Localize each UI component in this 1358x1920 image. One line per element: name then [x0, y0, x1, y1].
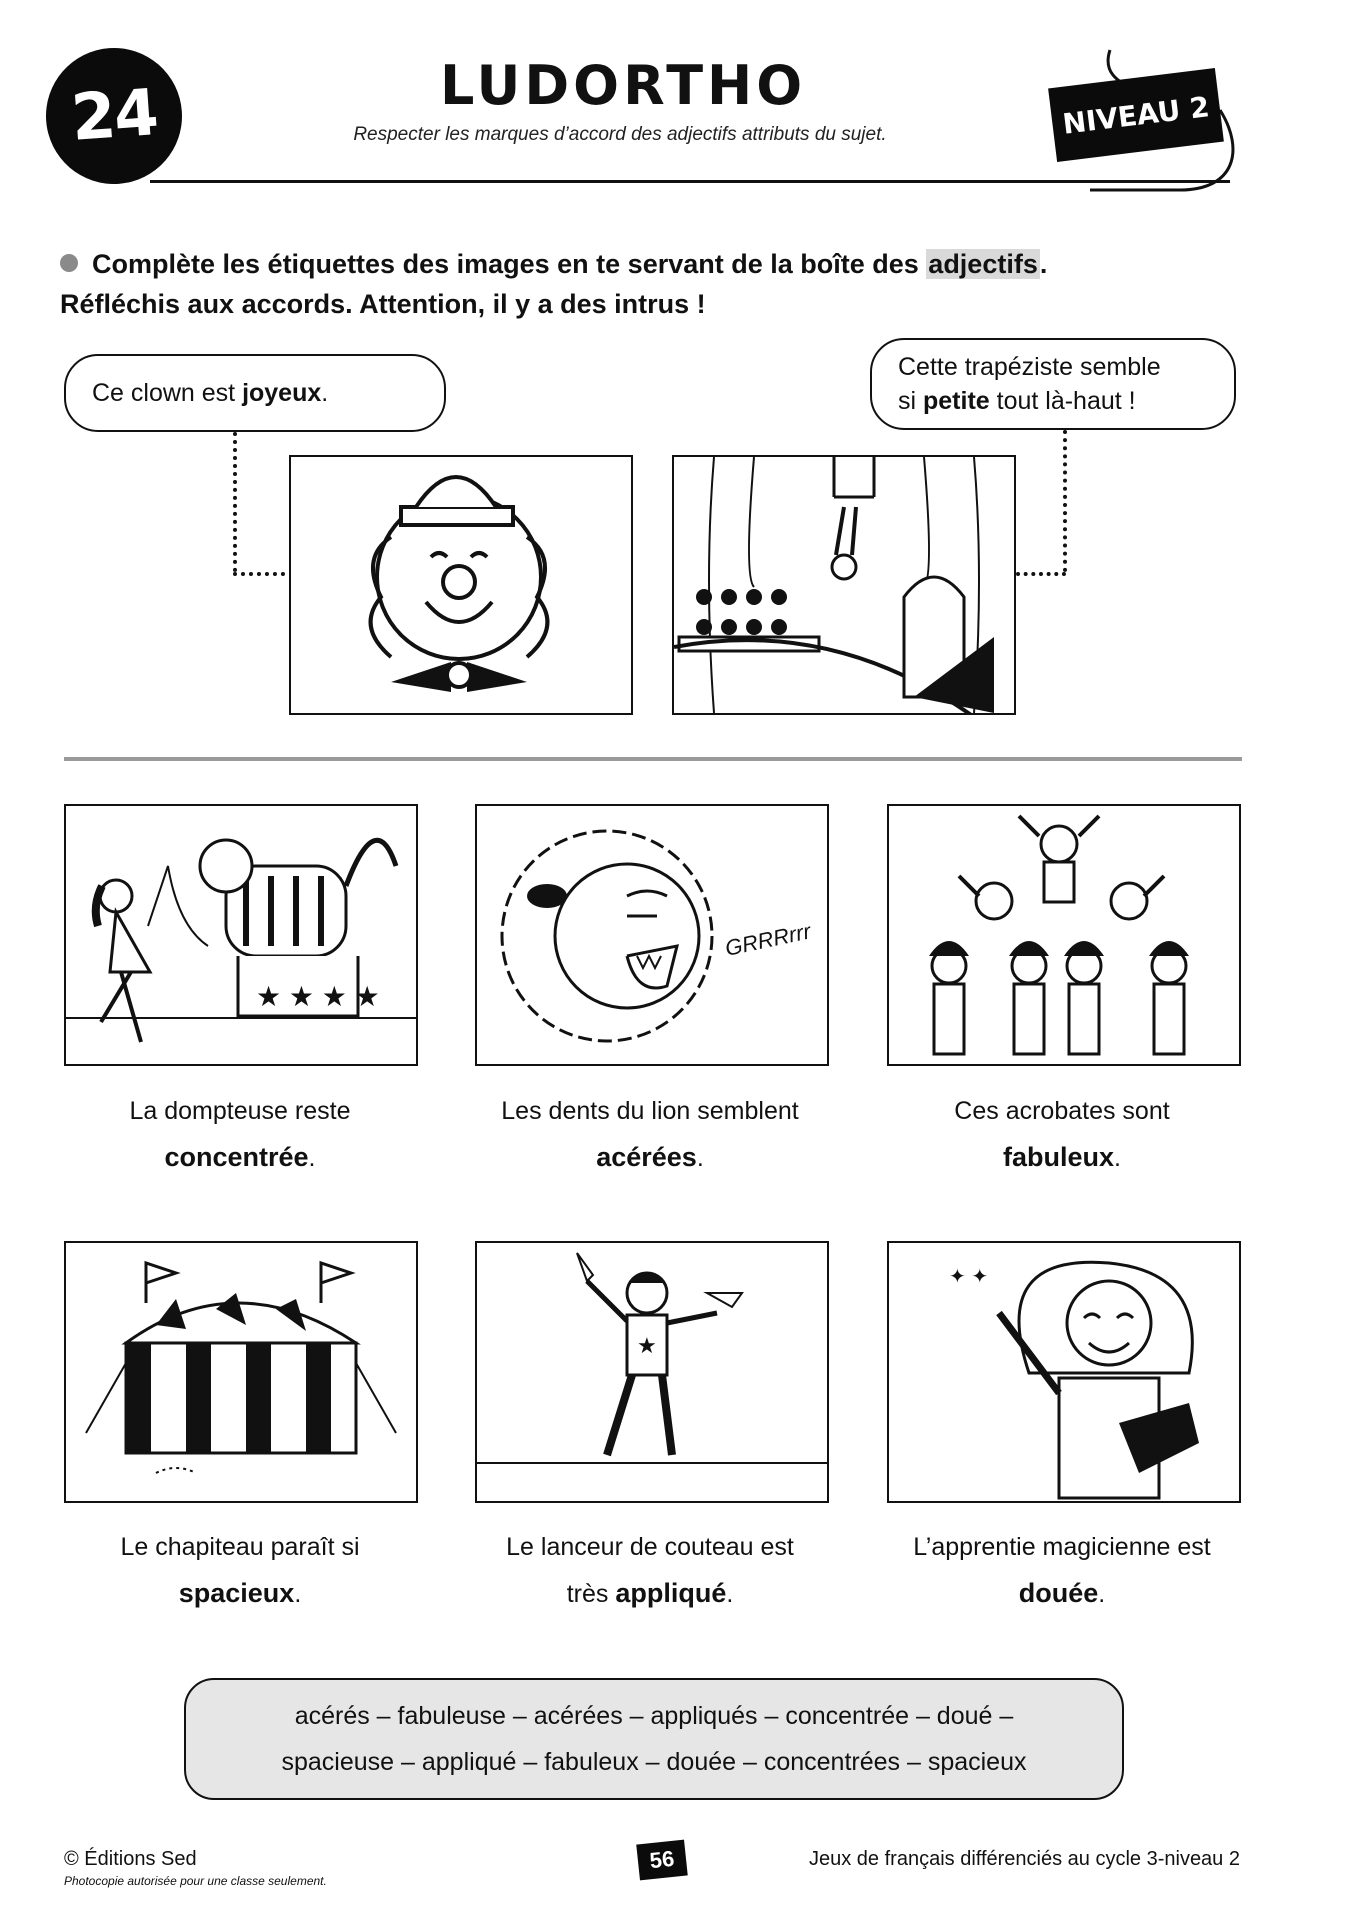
caption-answer: concentrée [164, 1142, 309, 1172]
caption-period: . [696, 1144, 704, 1172]
example-period: . [321, 379, 329, 407]
level-label: NIVEAU 2 [1060, 89, 1212, 141]
svg-text:★: ★ [637, 1333, 657, 1358]
dotted-connector [1063, 430, 1067, 572]
tamer-tiger-icon [66, 806, 416, 1064]
example-text: si [898, 387, 923, 415]
caption-text: Ces acrobates sont [954, 1097, 1170, 1125]
circus-tent-icon [66, 1243, 416, 1501]
caption-answer: acérées [596, 1142, 697, 1172]
footer-book-title: Jeux de français différenciés au cycle 3-niveau 2 [809, 1848, 1240, 1870]
clown-picture [289, 455, 633, 715]
footer-publisher: © Éditions Sed [64, 1848, 197, 1870]
example-text: Ce clown est [92, 379, 243, 407]
caption-answer: spacieux [178, 1578, 295, 1608]
caption-answer: fabuleux [1003, 1142, 1115, 1172]
caption-period: . [308, 1144, 316, 1172]
page-subtitle: Respecter les marques d’accord des adjectifs attributs du sujet. [353, 124, 887, 145]
instruction-line1: Complète les étiquettes des images en te servant de la boîte des [92, 249, 927, 279]
caption-period: . [1098, 1580, 1106, 1608]
trapeze-icon [674, 457, 1014, 713]
instructions [60, 244, 1260, 324]
caption-period: . [294, 1580, 302, 1608]
acrobats-picture [887, 804, 1241, 1066]
example-bubble-trapeze [870, 338, 1236, 430]
dotted-connector [233, 572, 285, 576]
clown-icon [291, 457, 631, 713]
example-answer: petite [923, 387, 990, 415]
caption-prefix: très [566, 1580, 616, 1608]
page-number-badge [636, 1840, 688, 1881]
caption-period: . [726, 1580, 734, 1608]
knife-thrower-icon [477, 1243, 827, 1501]
tamer-picture [64, 804, 418, 1066]
caption-knife-thrower [470, 1524, 830, 1617]
example-answer: joyeux [242, 379, 322, 407]
footer-note: Photocopie autorisée pour une classe seulement. [64, 1874, 327, 1888]
big-top-picture [64, 1241, 418, 1503]
svg-text:✦ ✦: ✦ ✦ [949, 1266, 989, 1288]
caption-text: Le lanceur de couteau est [506, 1533, 794, 1561]
page-title: LUDORTHO [440, 54, 807, 117]
lion-picture [475, 804, 829, 1066]
magician-icon [889, 1243, 1239, 1501]
caption-text: Le chapiteau paraît si [120, 1533, 360, 1561]
sheet-number-badge [41, 43, 186, 188]
adjective-word-box [184, 1678, 1124, 1800]
caption-magician [882, 1524, 1242, 1617]
caption-text: L’apprentie magicienne est [913, 1533, 1211, 1561]
section-divider [64, 757, 1242, 761]
caption-tamer [60, 1088, 420, 1181]
caption-answer: douée [1018, 1578, 1099, 1608]
caption-big-top [60, 1524, 420, 1617]
sheet-number: 24 [68, 76, 160, 156]
caption-lion [470, 1088, 830, 1181]
caption-text: La dompteuse reste [129, 1097, 351, 1125]
caption-text: Les dents du lion semblent [501, 1097, 799, 1125]
dotted-connector [1016, 572, 1066, 576]
bullet-icon [60, 254, 78, 272]
instruction-line2: Réfléchis aux accords. Attention, il y a des intrus ! [60, 289, 706, 319]
example-text: Cette trapéziste semble [898, 353, 1161, 381]
instruction-highlight: adjectifs [928, 249, 1038, 279]
knife-thrower-picture [475, 1241, 829, 1503]
caption-period: . [1114, 1144, 1121, 1172]
page-number: 56 [648, 1845, 676, 1874]
caption-answer: appliqué [615, 1578, 727, 1608]
example-bubble-clown [64, 354, 446, 432]
lion-sound-text: GRRRrrr [722, 918, 813, 961]
svg-text:★ ★ ★ ★: ★ ★ ★ ★ [256, 981, 380, 1012]
dotted-connector [233, 432, 237, 572]
lion-icon [477, 806, 827, 1064]
magician-picture [887, 1241, 1241, 1503]
acrobats-icon [889, 806, 1239, 1064]
word-box-line2: spacieuse – appliqué – fabuleux – douée – concentrées – spacieux [281, 1748, 1027, 1776]
word-box-line1: acérés – fabuleuse – acérées – appliqués – concentrée – doué – [294, 1702, 1014, 1730]
trapeze-picture [672, 455, 1016, 715]
caption-acrobats [882, 1088, 1242, 1181]
instruction-period: . [1039, 249, 1048, 279]
example-text: tout là-haut ! [989, 387, 1136, 415]
